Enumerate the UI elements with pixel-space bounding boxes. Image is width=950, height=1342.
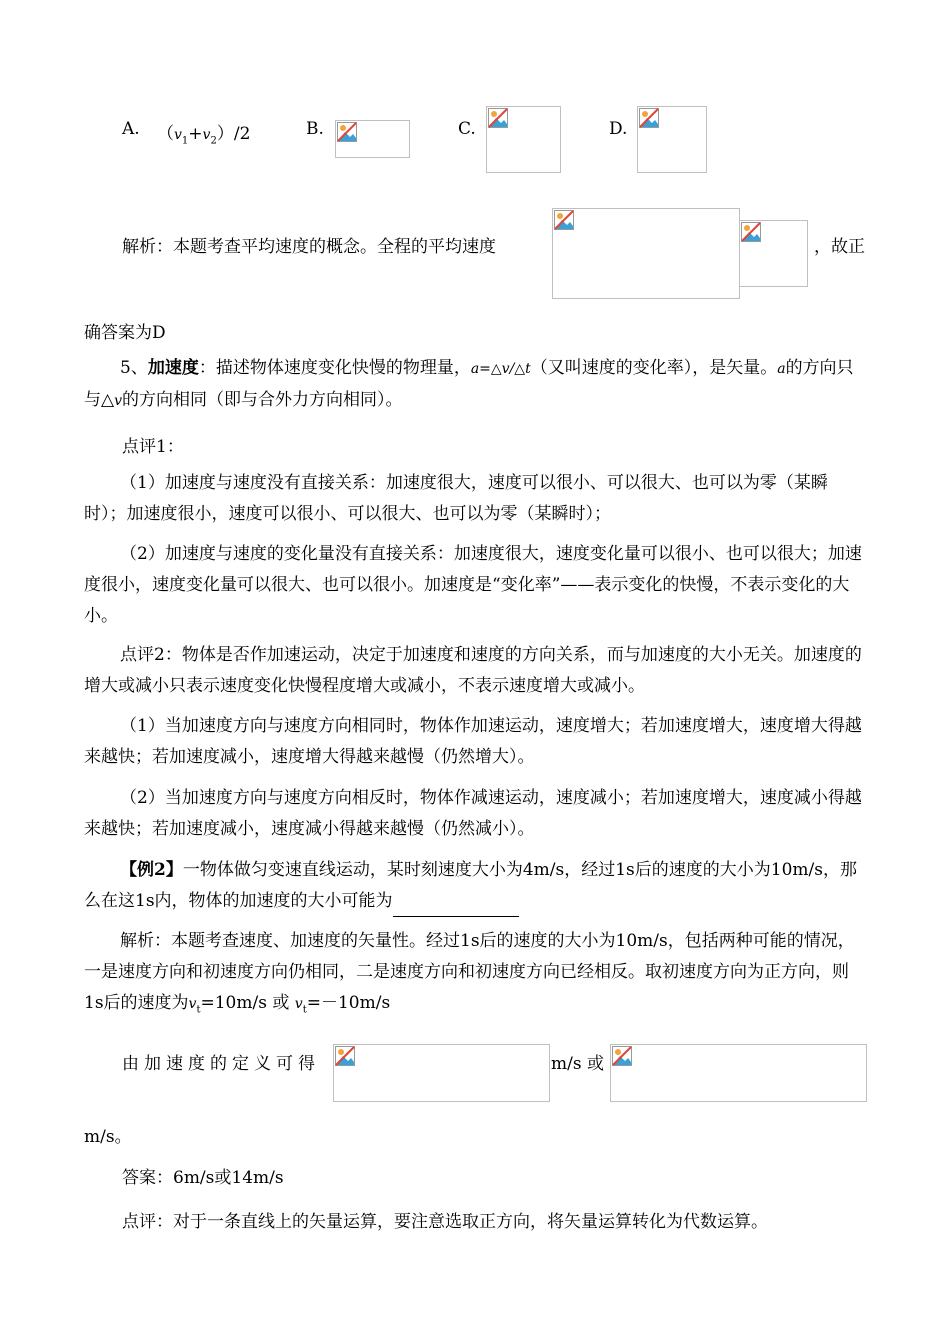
- option-b-image: [335, 120, 410, 158]
- analysis2-unit-or: m/s 或: [551, 1054, 604, 1074]
- broken-image-icon: [612, 1046, 632, 1066]
- option-c-image: [486, 106, 561, 173]
- comment1-point2: （2）加速度与速度的变化量没有直接关系：加速度很大，速度变化量可以很小、也可以很大；加速度很小，速度变化量可以很大、也可以很小。加速度是“变化率”——表示变化的快慢，不表示变化的大小。: [84, 544, 862, 626]
- comment2-point2: （2）当加速度方向与速度方向相反时，物体作减速运动，速度减小；若加速度增大，速度减小得越来越快；若加速度减小，速度减小得越来越慢（仍然减小）。: [84, 788, 862, 839]
- answer: 答案：6m/s或14m/s: [122, 1168, 284, 1188]
- broken-image-icon: [741, 222, 761, 242]
- analysis1-formula-image: [552, 208, 740, 299]
- example2-question: 【例2】一物体做匀变速直线运动，某时刻速度大小为4m/s，经过1s后的速度的大小为10m/s，那么在这1s内，物体的加速度的大小可能为: [84, 855, 866, 917]
- analysis1-continuation: 确答案为D: [84, 323, 166, 343]
- option-a-formula: $(v_1+v_2)/2$: [157, 124, 251, 147]
- comment1-title: 点评1：: [122, 437, 184, 457]
- comment1-point1: （1）加速度与速度没有直接关系：加速度很大，速度可以很小、可以很大、也可以为零（某瞬时）；加速度很小，速度可以很小、可以很大、也可以为零（某瞬时）；: [84, 473, 828, 524]
- broken-image-icon: [337, 122, 357, 142]
- analysis2-definition-prefix: 由加速度的定义可得: [122, 1054, 320, 1074]
- analysis2-unit-end: m/s。: [84, 1127, 132, 1147]
- final-comment: 点评：对于一条直线上的矢量运算，要注意选取正方向，将矢量运算转化为代数运算。: [122, 1212, 768, 1232]
- analysis1-suffix: ，故正: [814, 237, 865, 257]
- answer-blank: [393, 898, 519, 917]
- analysis1-text: 解析：本题考查平均速度的概念。全程的平均速度: [122, 237, 496, 257]
- option-b-label: B.: [306, 119, 324, 139]
- acceleration-formula-image-2: [610, 1044, 867, 1102]
- option-a-label: A.: [122, 119, 140, 139]
- broken-image-icon: [335, 1046, 355, 1066]
- analysis1-result-image: [739, 220, 808, 287]
- option-c-label: C.: [458, 119, 476, 139]
- comment2-point1: （1）当加速度方向与速度方向相同时，物体作加速运动，速度增大；若加速度增大，速度增大得越来越快；若加速度减小，速度增大得越来越慢（仍然增大）。: [84, 716, 862, 767]
- option-d-label: D.: [609, 119, 628, 139]
- comment2-text: 点评2：物体是否作加速运动，决定于加速度和速度的方向关系，而与加速度的大小无关。加速度的增大或减小只表示速度变化快慢程度增大或减小，不表示速度增大或减小。: [84, 645, 862, 696]
- broken-image-icon: [554, 210, 574, 230]
- option-d-image: [637, 106, 707, 173]
- acceleration-formula-image-1: [333, 1044, 550, 1102]
- broken-image-icon: [488, 108, 508, 128]
- section5-definition: 5、加速度：描述物体速度变化快慢的物理量，a=△v/△t（又叫速度的变化率），是矢量。a的方向只与△v的方向相同（即与合外力方向相同）。: [84, 358, 854, 410]
- analysis2-text: 解析：本题考查速度、加速度的矢量性。经过1s后的速度的大小为10m/s，包括两种可能的情况，一是速度方向和初速度方向仍相同，二是速度方向和初速度方向已经相反。取初速度方向为正方向，则1s后的速度为$v_t=10m/s$ 或 $v_t=-10m/s$: [84, 931, 855, 1016]
- broken-image-icon: [639, 108, 659, 128]
